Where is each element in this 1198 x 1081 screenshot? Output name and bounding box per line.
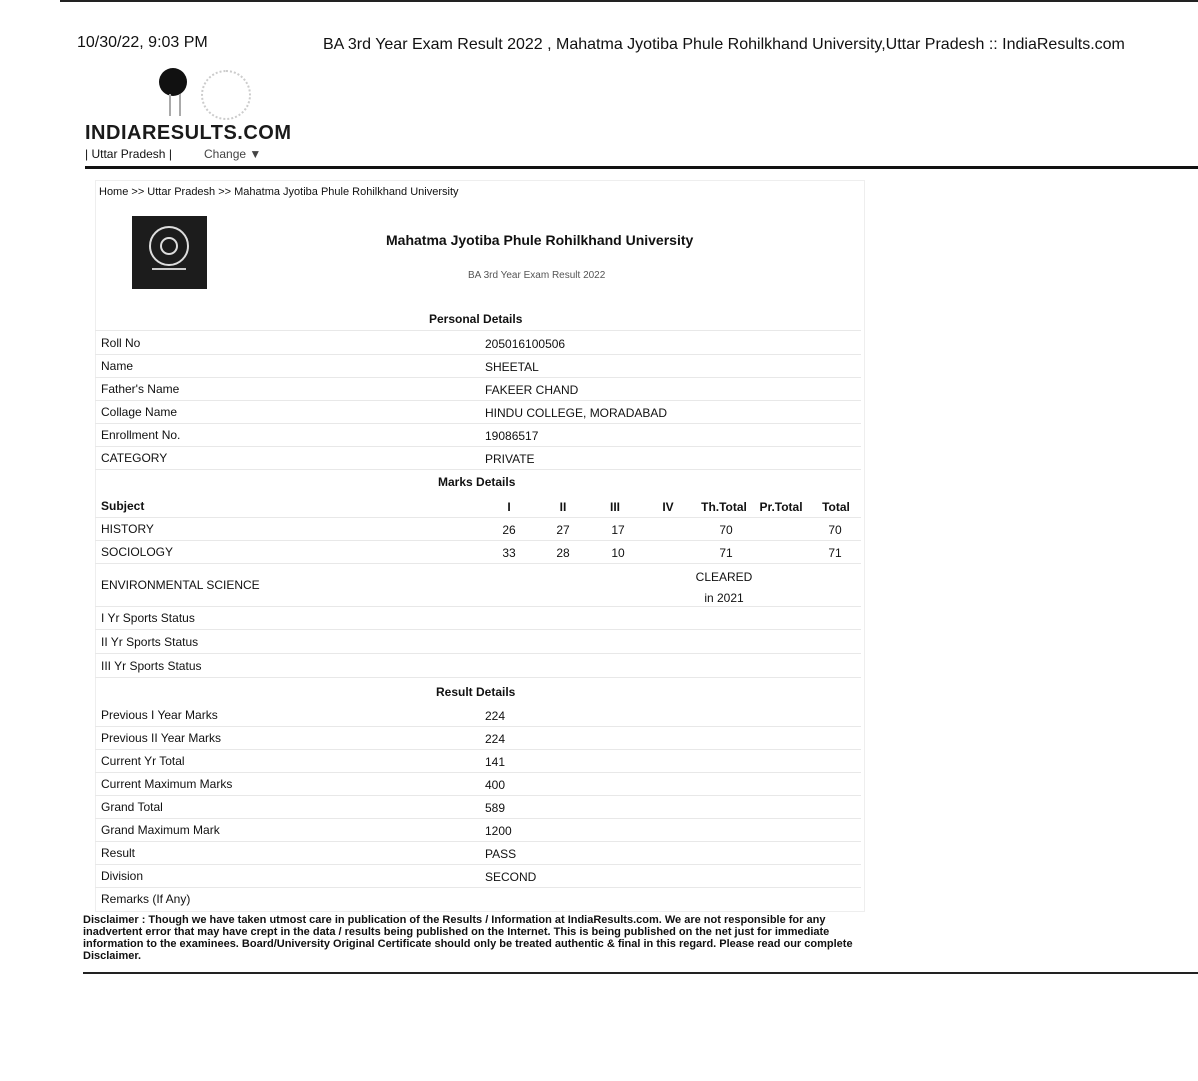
mark-iii: 10 (611, 546, 625, 560)
mark-total: 71 (828, 546, 842, 560)
result-row (95, 704, 861, 727)
mark-i: 33 (502, 546, 516, 560)
state-label: | Uttar Pradesh | (85, 147, 172, 161)
mark-th-total: 70 (719, 523, 733, 537)
university-emblem (132, 216, 207, 289)
col-i: I (507, 500, 511, 514)
personal-row (95, 332, 861, 355)
marks-details-title: Marks Details (438, 475, 516, 489)
result-details-title: Result Details (436, 685, 516, 699)
row-value: 141 (485, 755, 506, 769)
col-th-total: Th.Total (701, 500, 747, 514)
result-row (95, 819, 861, 842)
row-label: Current Yr Total (101, 754, 185, 768)
mark-th-total: 71 (719, 546, 733, 560)
result-row (95, 888, 861, 910)
col-total: Total (822, 500, 850, 514)
personal-row (95, 355, 861, 378)
row-label: Previous I Year Marks (101, 708, 218, 722)
row-value: PASS (485, 847, 517, 861)
row-value: PRIVATE (485, 452, 535, 466)
subject-name: HISTORY (101, 522, 154, 536)
row-label: Enrollment No. (101, 428, 181, 442)
row-value: HINDU COLLEGE, MORADABAD (485, 406, 668, 420)
site-logo[interactable] (85, 66, 292, 166)
personal-details-title: Personal Details (429, 312, 523, 326)
logo-stem-icon (169, 94, 181, 116)
env-status-year: in 2021 (704, 591, 744, 605)
sports-row (95, 631, 861, 654)
logo-text: INDIARESULTS.COM (85, 122, 292, 144)
subject-name: ENVIRONMENTAL SCIENCE (101, 578, 260, 592)
row-value: 589 (485, 801, 506, 815)
row-value: SHEETAL (485, 360, 539, 374)
logo-gear-icon (201, 70, 251, 120)
mark-iii: 17 (611, 523, 625, 537)
personal-row (95, 424, 861, 447)
row-value: 224 (485, 732, 506, 746)
logo-dot-icon (159, 68, 187, 96)
disclaimer: Disclaimer : Though we have taken utmost care in publication of the Results / Information at IndiaResults.com. We are not responsible for any inadvertent error that may have crept in the data / results being published on the Internet. This is being published on the net just for immediate information to the examinees. Board/University Original Certificate should only be treated authentic & final in this regard. Please read our complete Disclaimer. (83, 914, 853, 962)
env-status: CLEARED (695, 570, 753, 584)
mark-ii: 28 (556, 546, 570, 560)
col-subject: Subject (101, 499, 145, 513)
row-label: Grand Total (101, 800, 163, 814)
exam-name: BA 3rd Year Exam Result 2022 (468, 270, 606, 281)
mark-i: 26 (502, 523, 516, 537)
col-pr-total: Pr.Total (759, 500, 803, 514)
university-name: Mahatma Jyotiba Phule Rohilkhand University (386, 232, 694, 248)
personal-row (95, 378, 861, 401)
row-label: Remarks (If Any) (101, 892, 191, 906)
result-row (95, 773, 861, 796)
col-iii: III (609, 500, 620, 514)
row-value: 400 (485, 778, 506, 792)
row-label: Result (101, 846, 136, 860)
result-row (95, 750, 861, 773)
personal-row (95, 401, 861, 424)
row-label: Name (101, 359, 134, 373)
print-page-title: BA 3rd Year Exam Result 2022 , Mahatma Jyotiba Phule Rohilkhand University,Uttar Pradesh :: IndiaResults.com (323, 36, 1125, 53)
row-value: 19086517 (485, 429, 539, 443)
header-rule (85, 166, 1198, 169)
row-value: 205016100506 (485, 337, 566, 351)
print-datetime: 10/30/22, 9:03 PM (77, 34, 208, 51)
sports-label: I Yr Sports Status (101, 611, 195, 625)
env-science-row (95, 564, 861, 607)
emblem-center-icon (160, 237, 178, 255)
sports-label: III Yr Sports Status (101, 659, 202, 673)
mark-ii: 27 (556, 523, 570, 537)
row-label: Previous II Year Marks (101, 731, 222, 745)
row-value: 1200 (485, 824, 512, 838)
change-state-link[interactable]: Change ▼ (204, 147, 262, 161)
col-iv: IV (662, 500, 674, 514)
mark-total: 70 (828, 523, 842, 537)
row-label: Father's Name (101, 382, 180, 396)
row-label: Roll No (101, 336, 141, 350)
result-row (95, 727, 861, 750)
row-label: Division (101, 869, 144, 883)
result-row (95, 842, 861, 865)
row-label: Collage Name (101, 405, 178, 419)
marks-row (95, 541, 861, 564)
emblem-base-icon (152, 268, 186, 280)
row-value: 224 (485, 709, 506, 723)
marks-header-row (95, 495, 861, 518)
marks-row (95, 518, 861, 541)
row-value: FAKEER CHAND (485, 383, 579, 397)
row-label: CATEGORY (101, 451, 168, 465)
footer-rule (83, 972, 1198, 974)
sports-label: II Yr Sports Status (101, 635, 199, 649)
result-row (95, 796, 861, 819)
row-label: Grand Maximum Mark (101, 823, 220, 837)
personal-row (95, 447, 861, 470)
breadcrumb[interactable]: Home >> Uttar Pradesh >> Mahatma Jyotiba Phule Rohilkhand University (99, 186, 459, 198)
sports-row (95, 655, 861, 678)
col-ii: II (559, 500, 567, 514)
result-row (95, 865, 861, 888)
row-value: SECOND (485, 870, 537, 884)
subject-name: SOCIOLOGY (101, 545, 174, 559)
sports-row (95, 607, 861, 630)
row-label: Current Maximum Marks (101, 777, 233, 791)
top-rule (60, 0, 1198, 2)
